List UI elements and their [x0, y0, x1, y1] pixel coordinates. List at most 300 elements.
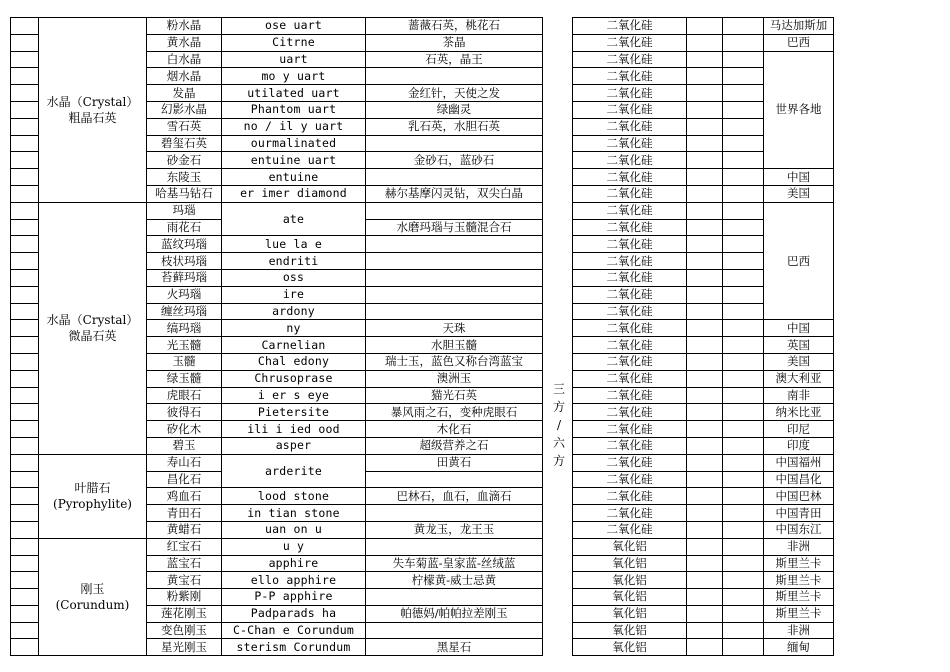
- gem-name: 光玉髓: [147, 337, 222, 354]
- gem-name: 枝状玛瑙: [147, 253, 222, 270]
- blank-cell: [11, 437, 39, 454]
- blank-cell: [11, 471, 39, 488]
- alias: [366, 253, 543, 270]
- composition: 氧化铝: [573, 605, 687, 622]
- gem-table-right: [572, 17, 834, 656]
- composition: 二氧化硅: [573, 387, 687, 404]
- blank-cell: [723, 437, 764, 454]
- blank-cell: [723, 589, 764, 606]
- composition: 二氧化硅: [573, 437, 687, 454]
- composition: 二氧化硅: [573, 404, 687, 421]
- table-row: [573, 404, 834, 421]
- table-row: [573, 353, 834, 370]
- blank-cell: [687, 85, 723, 102]
- composition: 二氧化硅: [573, 185, 687, 202]
- group-sub: (Pyrophylite): [53, 497, 132, 512]
- english-name: ate: [222, 202, 366, 236]
- english-name: lood stone: [222, 488, 366, 505]
- gem-name: 玛瑙: [147, 202, 222, 219]
- english-name: apphire: [222, 555, 366, 572]
- blank-cell: [687, 639, 723, 656]
- english-name: Chrusoprase: [222, 370, 366, 387]
- gem-name: 虎眼石: [147, 387, 222, 404]
- blank-cell: [723, 488, 764, 505]
- blank-cell: [11, 454, 39, 471]
- origin: 中国东江: [764, 521, 834, 538]
- origin: 缅甸: [764, 639, 834, 656]
- blank-cell: [687, 135, 723, 152]
- blank-cell: [723, 68, 764, 85]
- blank-cell: [723, 236, 764, 253]
- origin: 纳米比亚: [764, 404, 834, 421]
- composition: 二氧化硅: [573, 454, 687, 471]
- blank-cell: [723, 454, 764, 471]
- alias: 绿幽灵: [366, 101, 543, 118]
- gem-name: 缠丝玛瑙: [147, 303, 222, 320]
- english-name: ardony: [222, 303, 366, 320]
- blank-cell: [11, 135, 39, 152]
- alias: 金红针，天使之发: [366, 85, 543, 102]
- table-row: [11, 538, 543, 555]
- english-name: u y: [222, 538, 366, 555]
- table-row: [573, 320, 834, 337]
- blank-cell: [687, 118, 723, 135]
- composition: 氧化铝: [573, 555, 687, 572]
- origin: 世界各地: [764, 51, 834, 169]
- alias: 茶晶: [366, 34, 543, 51]
- gem-name: 哈基马钻石: [147, 185, 222, 202]
- blank-cell: [11, 387, 39, 404]
- composition: 氧化铝: [573, 589, 687, 606]
- alias: 猫光石英: [366, 387, 543, 404]
- composition: 二氧化硅: [573, 471, 687, 488]
- composition: 二氧化硅: [573, 68, 687, 85]
- table-row: [573, 185, 834, 202]
- blank-cell: [11, 622, 39, 639]
- table-row: [573, 538, 834, 555]
- gem-name: 碧玉: [147, 437, 222, 454]
- origin: 美国: [764, 185, 834, 202]
- blank-cell: [11, 605, 39, 622]
- blank-cell: [723, 135, 764, 152]
- blank-cell: [11, 85, 39, 102]
- table-row: [573, 488, 834, 505]
- blank-cell: [723, 521, 764, 538]
- blank-cell: [687, 589, 723, 606]
- origin: 巴西: [764, 34, 834, 51]
- blank-cell: [723, 51, 764, 68]
- gem-name: 玉髓: [147, 353, 222, 370]
- blank-cell: [687, 185, 723, 202]
- table-row: [573, 521, 834, 538]
- blank-cell: [11, 320, 39, 337]
- composition: 二氧化硅: [573, 320, 687, 337]
- alias: 石英，晶王: [366, 51, 543, 68]
- blank-cell: [723, 185, 764, 202]
- blank-cell: [723, 269, 764, 286]
- blank-cell: [723, 34, 764, 51]
- blank-cell: [723, 505, 764, 522]
- english-name: ose uart: [222, 18, 366, 35]
- blank-cell: [11, 521, 39, 538]
- alias: 柠檬黄-威士忌黄: [366, 572, 543, 589]
- blank-cell: [687, 454, 723, 471]
- blank-cell: [723, 253, 764, 270]
- alias: 澳洲玉: [366, 370, 543, 387]
- english-name: ny: [222, 320, 366, 337]
- origin: 澳大利亚: [764, 370, 834, 387]
- table-row: [573, 437, 834, 454]
- origin: 美国: [764, 353, 834, 370]
- composition: 二氧化硅: [573, 337, 687, 354]
- blank-cell: [11, 169, 39, 186]
- blank-cell: [11, 505, 39, 522]
- table-row: [573, 51, 834, 68]
- blank-cell: [687, 18, 723, 35]
- english-name: asper: [222, 437, 366, 454]
- blank-cell: [11, 639, 39, 656]
- gem-name: 鸡血石: [147, 488, 222, 505]
- alias: 帕德妈/帕帕拉差刚玉: [366, 605, 543, 622]
- alias: 赫尔基摩闪灵钻，双尖白晶: [366, 185, 543, 202]
- blank-cell: [723, 337, 764, 354]
- group-sub: 微晶石英: [68, 329, 117, 344]
- blank-cell: [11, 202, 39, 219]
- blank-cell: [687, 320, 723, 337]
- blank-cell: [687, 353, 723, 370]
- table-row: [573, 169, 834, 186]
- gem-name: 青田石: [147, 505, 222, 522]
- alias: 乳石英，水胆石英: [366, 118, 543, 135]
- origin: 斯里兰卡: [764, 605, 834, 622]
- table-row: [573, 370, 834, 387]
- blank-cell: [723, 169, 764, 186]
- table-row: [573, 337, 834, 354]
- composition: 二氧化硅: [573, 152, 687, 169]
- gem-name: 矽化木: [147, 421, 222, 438]
- english-name: Phantom uart: [222, 101, 366, 118]
- english-name: Pietersite: [222, 404, 366, 421]
- gem-name: 缟玛瑙: [147, 320, 222, 337]
- alias: [366, 589, 543, 606]
- blank-cell: [687, 253, 723, 270]
- origin: 巴西: [764, 202, 834, 320]
- alias: [366, 68, 543, 85]
- gem-name: 绿玉髓: [147, 370, 222, 387]
- alias: 田黄石: [366, 454, 543, 471]
- crystal-system-char: /: [556, 418, 562, 432]
- gem-name: 发晶: [147, 85, 222, 102]
- english-name: C-Chan e Corundum: [222, 622, 366, 639]
- origin: 非洲: [764, 538, 834, 555]
- blank-cell: [11, 18, 39, 35]
- group-name: 刚玉: [80, 581, 105, 596]
- gem-name: 雪石英: [147, 118, 222, 135]
- composition: 二氧化硅: [573, 353, 687, 370]
- blank-cell: [723, 303, 764, 320]
- composition: 二氧化硅: [573, 488, 687, 505]
- group-label: [39, 202, 147, 454]
- blank-cell: [11, 589, 39, 606]
- composition: 氧化铝: [573, 622, 687, 639]
- gem-name: 雨花石: [147, 219, 222, 236]
- alias: 蔷薇石英，桃花石: [366, 18, 543, 35]
- blank-cell: [687, 303, 723, 320]
- gem-name: 寿山石: [147, 454, 222, 471]
- blank-cell: [723, 421, 764, 438]
- blank-cell: [723, 85, 764, 102]
- composition: 氧化铝: [573, 538, 687, 555]
- table-row: [573, 555, 834, 572]
- blank-cell: [11, 68, 39, 85]
- origin: 中国巴林: [764, 488, 834, 505]
- group-sub: 粗晶石英: [68, 110, 117, 125]
- blank-cell: [687, 387, 723, 404]
- alias: [366, 471, 543, 488]
- blank-cell: [723, 18, 764, 35]
- blank-cell: [723, 387, 764, 404]
- composition: 二氧化硅: [573, 286, 687, 303]
- gem-name: 东陵玉: [147, 169, 222, 186]
- table-row: [573, 421, 834, 438]
- alias: 黑星石: [366, 639, 543, 656]
- blank-cell: [11, 118, 39, 135]
- origin: 中国福州: [764, 454, 834, 471]
- blank-cell: [687, 169, 723, 186]
- composition: 二氧化硅: [573, 505, 687, 522]
- blank-cell: [723, 152, 764, 169]
- composition: 二氧化硅: [573, 169, 687, 186]
- blank-cell: [723, 219, 764, 236]
- alias: [366, 622, 543, 639]
- english-name: ire: [222, 286, 366, 303]
- blank-cell: [11, 303, 39, 320]
- alias: 金砂石，蓝砂石: [366, 152, 543, 169]
- table-row: [573, 34, 834, 51]
- crystal-system-label: [552, 380, 566, 470]
- table-row: [573, 454, 834, 471]
- blank-cell: [687, 488, 723, 505]
- group-sub: (Corundum): [55, 597, 130, 612]
- blank-cell: [687, 505, 723, 522]
- composition: 二氧化硅: [573, 236, 687, 253]
- blank-cell: [723, 538, 764, 555]
- english-name: endriti: [222, 253, 366, 270]
- blank-cell: [11, 404, 39, 421]
- alias: [366, 286, 543, 303]
- composition: 二氧化硅: [573, 521, 687, 538]
- gem-name: 蓝纹玛瑙: [147, 236, 222, 253]
- composition: 二氧化硅: [573, 51, 687, 68]
- composition: 二氧化硅: [573, 303, 687, 320]
- blank-cell: [687, 286, 723, 303]
- group-name: 水晶（Crystal）: [46, 94, 139, 109]
- gem-name: 幻影水晶: [147, 101, 222, 118]
- blank-cell: [11, 370, 39, 387]
- gem-name: 莲花刚玉: [147, 605, 222, 622]
- blank-cell: [687, 269, 723, 286]
- composition: 二氧化硅: [573, 118, 687, 135]
- blank-cell: [11, 34, 39, 51]
- english-name: ello apphire: [222, 572, 366, 589]
- origin: 斯里兰卡: [764, 572, 834, 589]
- alias: [366, 202, 543, 219]
- blank-cell: [723, 118, 764, 135]
- blank-cell: [687, 521, 723, 538]
- table-row: [573, 572, 834, 589]
- origin: 斯里兰卡: [764, 589, 834, 606]
- blank-cell: [11, 253, 39, 270]
- blank-cell: [11, 236, 39, 253]
- alias: 水胆玉髓: [366, 337, 543, 354]
- blank-cell: [687, 236, 723, 253]
- table-row: [573, 639, 834, 656]
- crystal-system-char: 三: [552, 382, 565, 396]
- table-row: [11, 454, 543, 471]
- table-row: [573, 605, 834, 622]
- blank-cell: [11, 185, 39, 202]
- english-name: uan on u: [222, 521, 366, 538]
- composition: 二氧化硅: [573, 18, 687, 35]
- blank-cell: [11, 488, 39, 505]
- gem-name: 碧玺石英: [147, 135, 222, 152]
- origin: 印尼: [764, 421, 834, 438]
- gem-name: 蓝宝石: [147, 555, 222, 572]
- blank-cell: [687, 219, 723, 236]
- alias: 暴风雨之石，变种虎眼石: [366, 404, 543, 421]
- table-row: [573, 18, 834, 35]
- english-name: mo y uart: [222, 68, 366, 85]
- crystal-system-char: 方: [552, 400, 565, 414]
- composition: 二氧化硅: [573, 101, 687, 118]
- composition: 二氧化硅: [573, 370, 687, 387]
- blank-cell: [723, 101, 764, 118]
- blank-cell: [11, 101, 39, 118]
- alias: [366, 505, 543, 522]
- composition: 二氧化硅: [573, 85, 687, 102]
- blank-cell: [11, 337, 39, 354]
- english-name: ili i ied ood: [222, 421, 366, 438]
- blank-cell: [11, 421, 39, 438]
- english-name: Citrne: [222, 34, 366, 51]
- origin: 中国昌化: [764, 471, 834, 488]
- alias: 天珠: [366, 320, 543, 337]
- composition: 二氧化硅: [573, 269, 687, 286]
- origin: 印度: [764, 437, 834, 454]
- blank-cell: [687, 152, 723, 169]
- alias: [366, 135, 543, 152]
- blank-cell: [687, 471, 723, 488]
- english-name: oss: [222, 269, 366, 286]
- group-label: [39, 454, 147, 538]
- composition: 二氧化硅: [573, 135, 687, 152]
- composition: 二氧化硅: [573, 34, 687, 51]
- english-name: P-P apphire: [222, 589, 366, 606]
- blank-cell: [723, 370, 764, 387]
- blank-cell: [687, 421, 723, 438]
- blank-cell: [723, 605, 764, 622]
- gem-name: 星光刚玉: [147, 639, 222, 656]
- origin: 南非: [764, 387, 834, 404]
- composition: 二氧化硅: [573, 421, 687, 438]
- blank-cell: [687, 101, 723, 118]
- blank-cell: [723, 622, 764, 639]
- blank-cell: [687, 437, 723, 454]
- english-name: in tian stone: [222, 505, 366, 522]
- english-name: utilated uart: [222, 85, 366, 102]
- blank-cell: [11, 219, 39, 236]
- alias: [366, 303, 543, 320]
- gem-name: 黄宝石: [147, 572, 222, 589]
- gem-name: 黄蜡石: [147, 521, 222, 538]
- group-label: [39, 538, 147, 656]
- blank-cell: [723, 202, 764, 219]
- english-name: Carnelian: [222, 337, 366, 354]
- table-row: [573, 622, 834, 639]
- composition: 氧化铝: [573, 572, 687, 589]
- gem-name: 烟水晶: [147, 68, 222, 85]
- group-name: 叶腊石: [74, 481, 111, 496]
- alias: 水磨玛瑙与玉髓混合石: [366, 219, 543, 236]
- alias: [366, 236, 543, 253]
- blank-cell: [11, 538, 39, 555]
- alias: [366, 538, 543, 555]
- group-name: 水晶（Crystal）: [46, 313, 139, 328]
- composition: 氧化铝: [573, 639, 687, 656]
- blank-cell: [723, 286, 764, 303]
- blank-cell: [11, 555, 39, 572]
- english-name: uart: [222, 51, 366, 68]
- origin: 中国: [764, 320, 834, 337]
- blank-cell: [687, 34, 723, 51]
- english-name: entuine uart: [222, 152, 366, 169]
- composition: 二氧化硅: [573, 219, 687, 236]
- origin: 马达加斯加: [764, 18, 834, 35]
- gem-name: 变色刚玉: [147, 622, 222, 639]
- origin: 非洲: [764, 622, 834, 639]
- origin: 斯里兰卡: [764, 555, 834, 572]
- blank-cell: [11, 353, 39, 370]
- blank-cell: [11, 286, 39, 303]
- blank-cell: [11, 51, 39, 68]
- table-row: [11, 202, 543, 219]
- gem-name: 昌化石: [147, 471, 222, 488]
- english-name: lue la e: [222, 236, 366, 253]
- table-row: [11, 18, 543, 35]
- crystal-system-char: 六: [552, 436, 565, 450]
- alias: 黄龙玉，龙王玉: [366, 521, 543, 538]
- blank-cell: [723, 639, 764, 656]
- blank-cell: [723, 555, 764, 572]
- gem-name: 白水晶: [147, 51, 222, 68]
- blank-cell: [687, 51, 723, 68]
- table-row: [573, 471, 834, 488]
- gem-name: 火玛瑙: [147, 286, 222, 303]
- blank-cell: [723, 353, 764, 370]
- blank-cell: [687, 68, 723, 85]
- english-name: no / il y uart: [222, 118, 366, 135]
- blank-cell: [687, 572, 723, 589]
- table-row: [573, 505, 834, 522]
- gem-name: 彼得石: [147, 404, 222, 421]
- english-name: i er s eye: [222, 387, 366, 404]
- blank-cell: [687, 337, 723, 354]
- blank-cell: [687, 622, 723, 639]
- origin: 中国青田: [764, 505, 834, 522]
- origin: 中国: [764, 169, 834, 186]
- table-row: [573, 202, 834, 219]
- blank-cell: [687, 370, 723, 387]
